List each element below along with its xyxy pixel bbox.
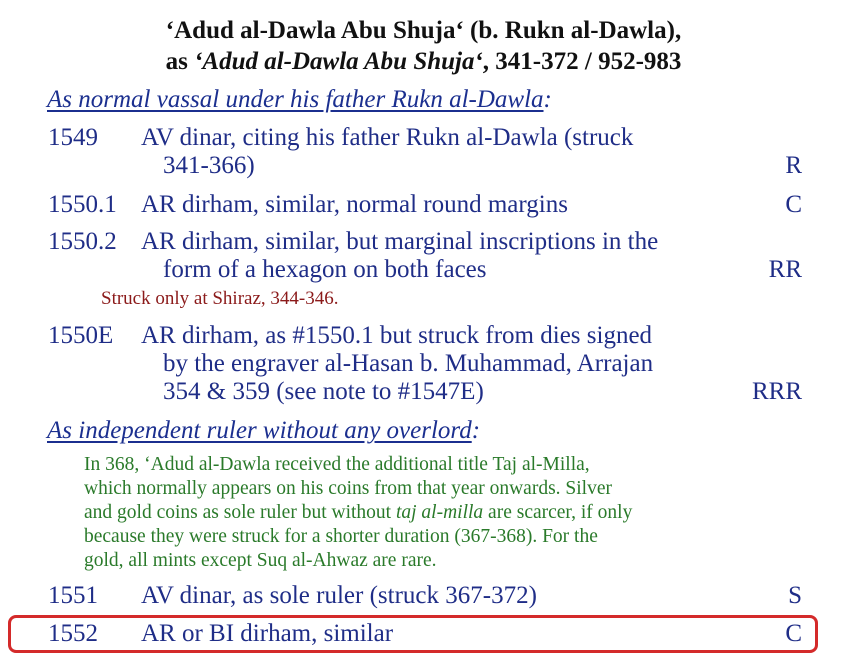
highlight-box — [8, 615, 818, 653]
entry-number: 1549 — [48, 124, 98, 151]
rarity-badge: R — [785, 152, 802, 179]
entry-number: 1550E — [48, 322, 114, 349]
entry-description-cont: 354 & 359 (see note to #1547E) — [163, 378, 484, 405]
subtitle-italic: ‘Adud al-Dawla Abu Shuja‘ — [194, 48, 483, 75]
note-text: and gold coins as sole ruler but without — [84, 502, 396, 523]
note-line: because they were struck for a shorter duration (367-368). For the — [84, 526, 598, 547]
entry-description: AR dirham, similar, normal round margins — [141, 191, 568, 218]
entry-description-cont: form of a hexagon on both faces — [163, 256, 487, 283]
entry-number: 1550.1 — [48, 191, 117, 218]
page-title: ‘Adud al-Dawla Abu Shuja‘ (b. Rukn al-Dawla), — [165, 17, 682, 44]
section-label: As normal vassal under his father Rukn al-Dawla — [47, 86, 544, 113]
section-heading-independent — [47, 417, 480, 445]
entry-number: 1552 — [48, 620, 98, 647]
entry-description: AR dirham, as #1550.1 but struck from dies signed — [141, 322, 653, 349]
note-line — [84, 501, 784, 525]
entry-description: AR dirham, similar, but marginal inscriptions in the — [141, 228, 659, 255]
entry-description: AV dinar, as sole ruler (struck 367-372) — [141, 582, 537, 609]
entry-description-cont: by the engraver al-Hasan b. Muhammad, Arrajan — [163, 350, 654, 377]
entry-number: 1550.2 — [48, 228, 117, 255]
subtitle-prefix: as — [165, 48, 195, 75]
entry-number: 1551 — [48, 582, 98, 609]
section-heading-vassal — [47, 86, 552, 114]
shiraz-note: Struck only at Shiraz, 344-346. — [101, 288, 339, 309]
taj-al-milla-note — [84, 453, 784, 573]
subtitle-suffix: , 341-372 / 952-983 — [482, 48, 682, 75]
page-subtitle — [0, 47, 847, 77]
note-line: In 368, ‘Adud al-Dawla received the additional title Taj al-Milla, — [84, 454, 590, 475]
section-label: As independent ruler without any overlord — [47, 417, 472, 444]
note-line: gold, all mints except Suq al-Ahwaz are rare. — [84, 550, 437, 571]
note-italic-term: taj al-milla — [395, 502, 484, 523]
section-colon: : — [471, 417, 481, 444]
entry-description: AV dinar, citing his father Rukn al-Dawla (struck — [141, 124, 634, 151]
note-text: are scarcer, if only — [483, 502, 633, 523]
rarity-badge: RRR — [751, 378, 802, 405]
rarity-badge: RR — [768, 256, 802, 283]
entry-description: AR or BI dirham, similar — [141, 620, 394, 647]
entry-description-cont: 341-366) — [163, 152, 255, 179]
section-colon: : — [543, 86, 552, 113]
note-line: which normally appears on his coins from that year onwards. Silver — [84, 478, 612, 499]
rarity-badge: C — [785, 620, 802, 647]
rarity-badge: C — [785, 191, 802, 218]
rarity-badge: S — [788, 582, 802, 609]
